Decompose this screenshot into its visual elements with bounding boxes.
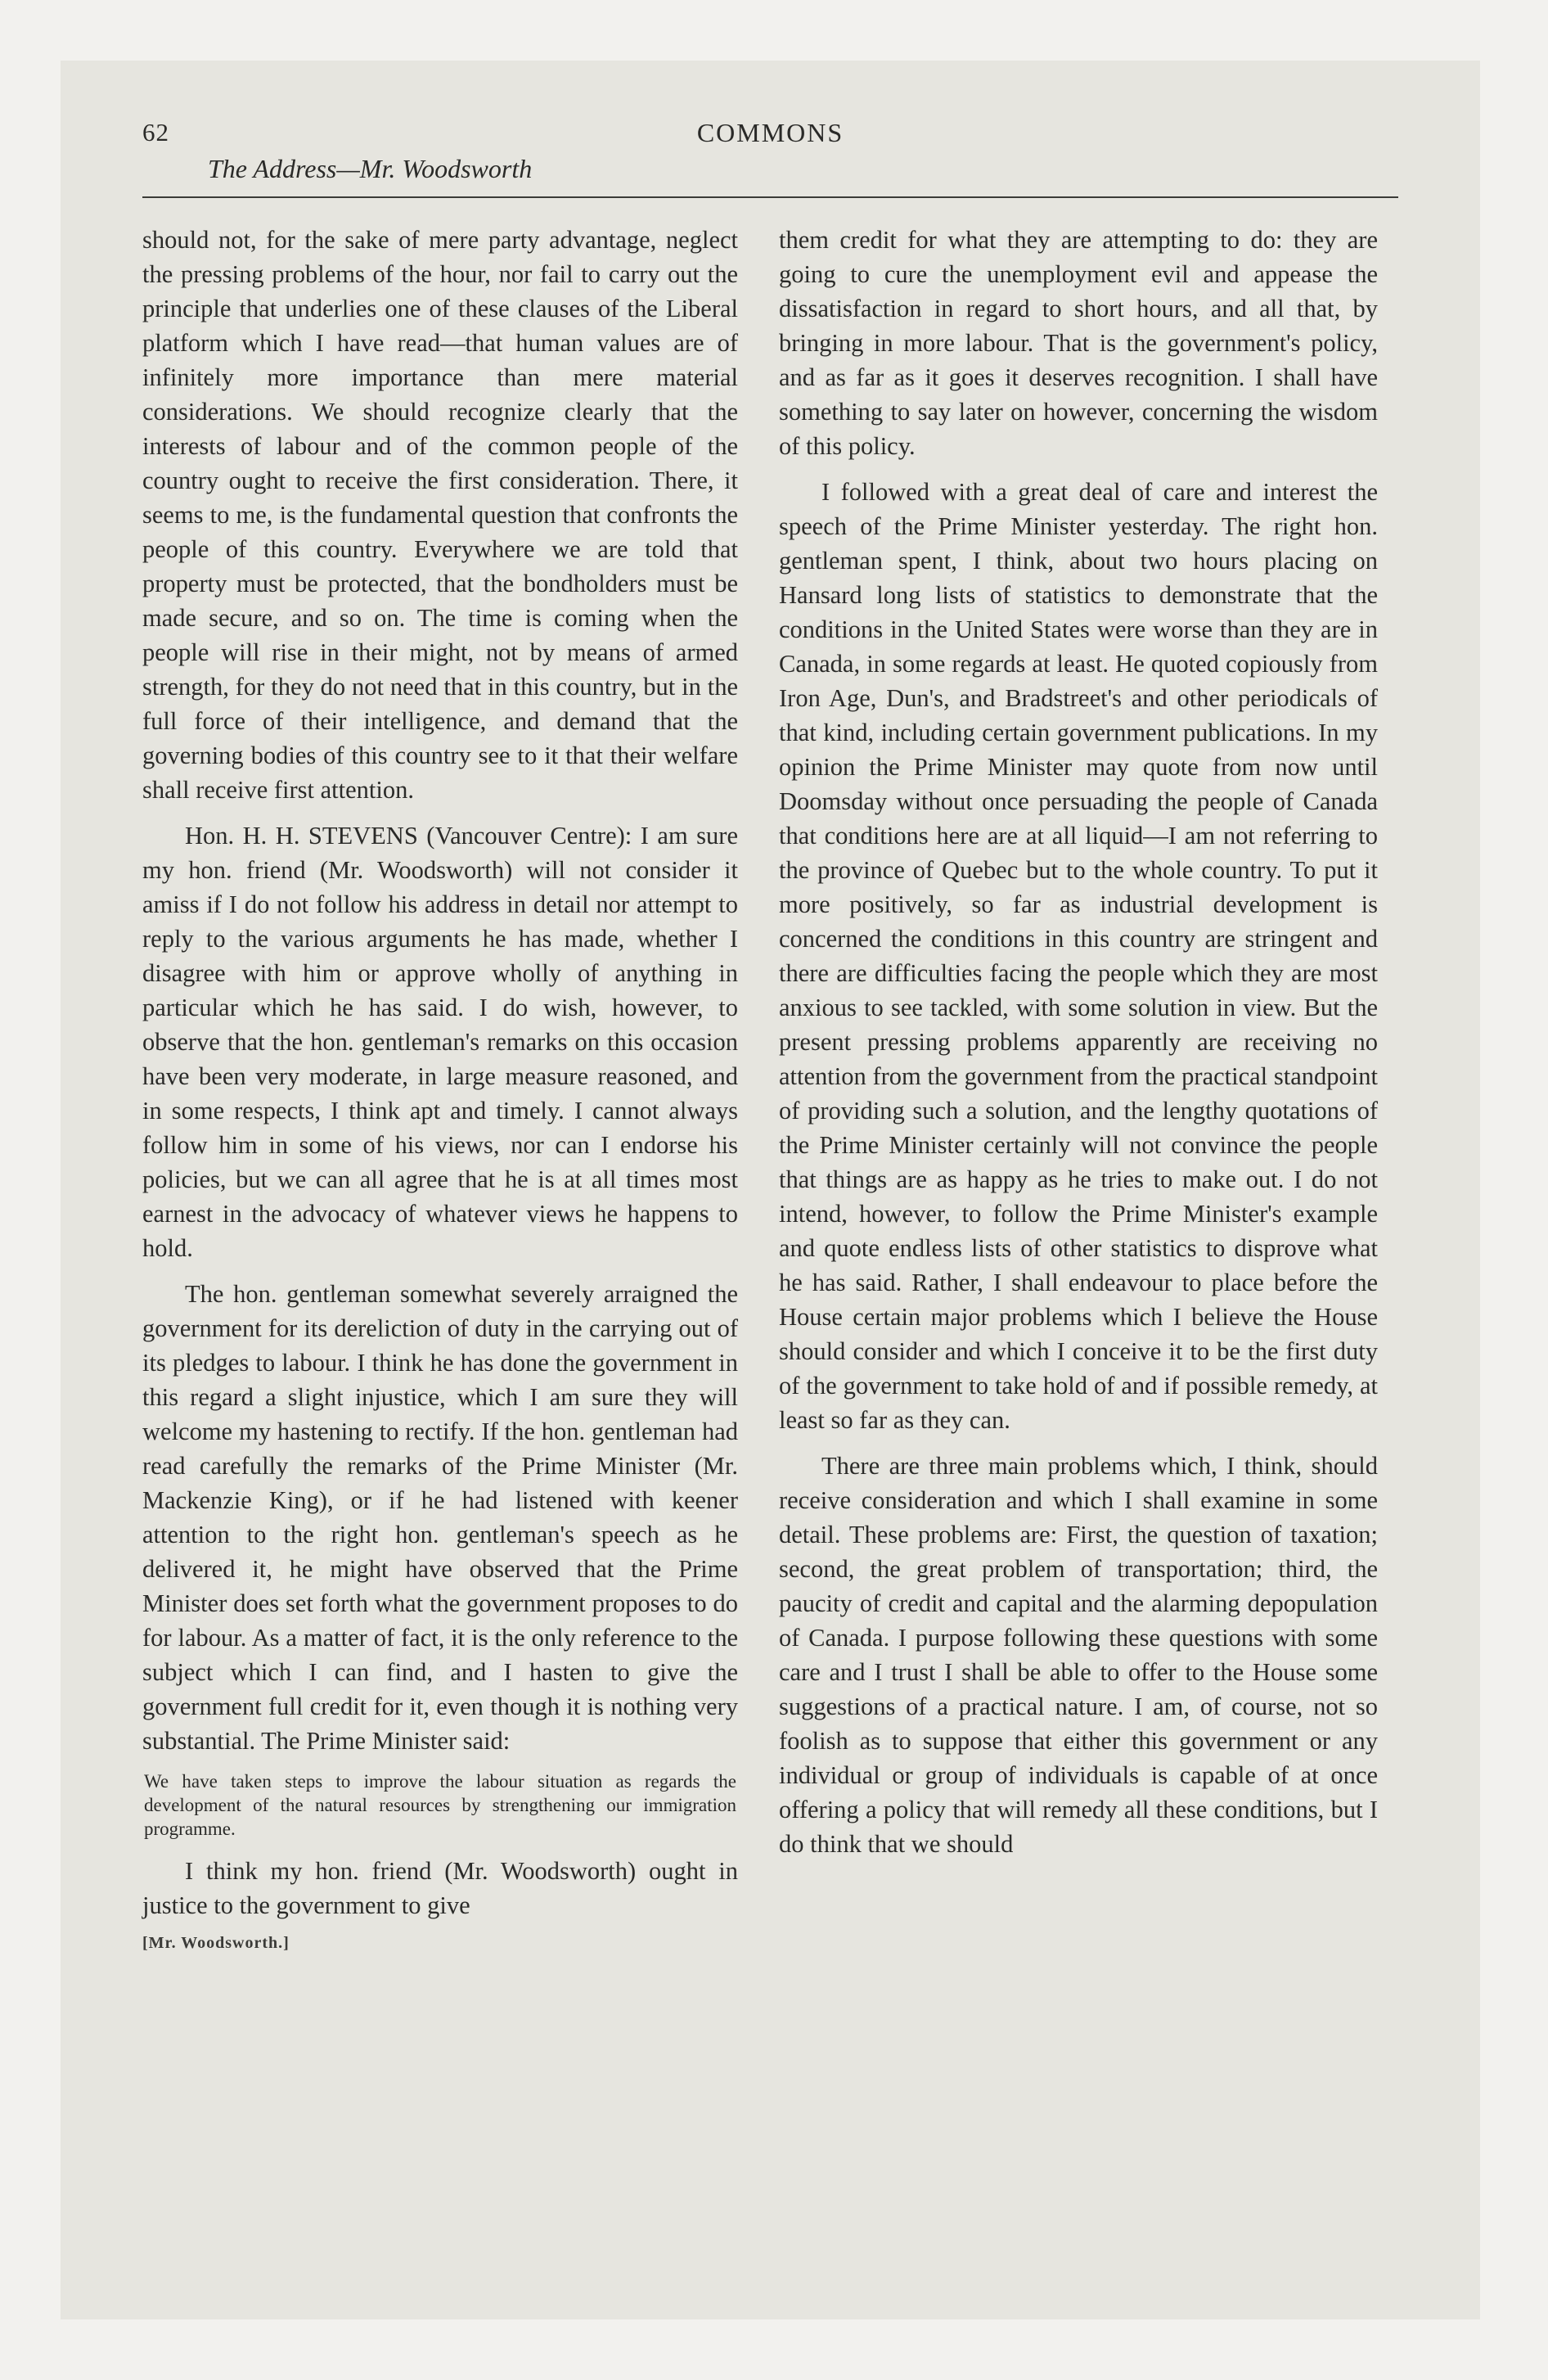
paragraph: I followed with a great deal of care and interest the speech of the Prime Minister yesterday. The right hon. gentleman spent, I think, about two hours placing on Hansard long lists of statistics to demonstrate that the conditions in the United States were worse than they are in Canada, in some regards at least. He quoted copiously from Iron Age, Dun's, and Bradstreet's and other periodicals of that kind, including certain government publications. In my opinion the Prime Minister may quote from now until Doomsday without once persuading the people of Canada that conditions here are at all liquid—I am not referring to the province of Quebec but to the whole country. To put it more positively, so far as industrial development is concerned the conditions in this country are stringent and there are difficulties facing the people which they are most anxious to see tackled, with some solution in view. But the present pressing problems apparently are receiving no attention from the government from the practical standpoint of providing such a solution, and the lengthy quotations of the Prime Minister certainly will not convince the people that things are as happy as he tries to make out. I do not intend, however, to follow the Prime Minister's example and quote endless lists of other statistics to disprove what he has said. Rather, I shall endeavour to place before the House certain major problems which I believe the House should consider and which I conceive it to be the first duty of the government to take hold of and if possible remedy, at least so far as they can. xyxy=(779,478,1378,1434)
paragraph: should not, for the sake of mere party advantage, neglect the pressing problems of the hour, nor fail to carry out the principle that underlies one of these clauses of the Liberal platform which I have read—that human values are of infinitely more importance than mere material considerations. We should recognize clearly that the interests of labour and of the common people of the country ought to receive the first consideration. There, it seems to me, is the fundamental question that confronts the people of this country. Everywhere we are told that property must be protected, that the bondholders must be made secure, and so on. The time is coming when the people will rise in their might, not by means of armed strength, for they do not need that in this country, but in the full force of their intelligence, and demand that the governing bodies of this country see to it that their welfare shall receive first attention. xyxy=(142,226,738,804)
paragraph: I think my hon. friend (Mr. Woodsworth) ought in justice to the government to give xyxy=(142,1857,738,1919)
paragraph: them credit for what they are attempting to do: they are going to cure the unemployment evil and appease the dissatisfaction in regard to short hours, and all that, by bringing in more labour. That is the government's policy, and as far as it goes it deserves recognition. I shall have something to say later on however, concerning the wisdom of this policy. xyxy=(779,226,1378,460)
paragraph: The hon. gentleman somewhat severely arraigned the government for its dereliction of duty in the carrying out of its pledges to labour. I think he has done the government in this regard a slight injustice, which I am sure they will welcome my hastening to rectify. If the hon. gentleman had read carefully the remarks of the Prime Minister (Mr. Mackenzie King), or if he had listened with keener attention to the right hon. gentleman's speech as he delivered it, he might have observed that the Prime Minister does set forth what the government proposes to do for labour. As a matter of fact, it is the only reference to the subject which I can find, and I hasten to give the government full credit for it, even though it is nothing very substantial. The Prime Minister said: xyxy=(142,1280,738,1755)
header-rule xyxy=(142,196,1398,198)
document-page xyxy=(61,61,1480,2319)
paragraph: There are three main problems which, I think, should receive consideration and which I shall examine in some detail. These problems are: First, the question of taxation; second, the great problem of transportation; third, the paucity of credit and capital and the alarming depopulation of Canada. I purpose following these questions with some care and I trust I shall be able to offer to the House some suggestions of a practical nature. I am, of course, not so foolish as to suppose that either this government or any individual or group of individuals is capable of at once offering a policy that will remedy all these conditions, but I do think that we should xyxy=(779,1452,1378,1858)
section-title: COMMONS xyxy=(696,118,844,147)
paragraph: Hon. H. H. STEVENS (Vancouver Centre): I am sure my hon. friend (Mr. Woodsworth) will not consider it amiss if I do not follow his address in detail nor attempt to reply to the various arguments he has made, whether I disagree with him or approve wholly of anything in particular which he has said. I do wish, however, to observe that the hon. gentleman's remarks on this occasion have been very moderate, in large measure reasoned, and in some respects, I think apt and timely. I cannot always follow him in some of his views, nor can I endorse his policies, but we can all agree that he is at all times most earnest in the advocacy of whatever views he happens to hold. xyxy=(142,822,738,1262)
page-number: 62 xyxy=(142,118,169,146)
speaker-reference: [Mr. Woodsworth.] xyxy=(142,1934,290,1952)
right-column xyxy=(779,223,1378,1873)
running-head: The Address—Mr. Woodsworth xyxy=(208,154,533,183)
block-quote: We have taken steps to improve the labour situation as regards the development of the natural resources by strengthening our immigration programme. xyxy=(144,1771,736,1839)
left-column xyxy=(142,223,738,1960)
